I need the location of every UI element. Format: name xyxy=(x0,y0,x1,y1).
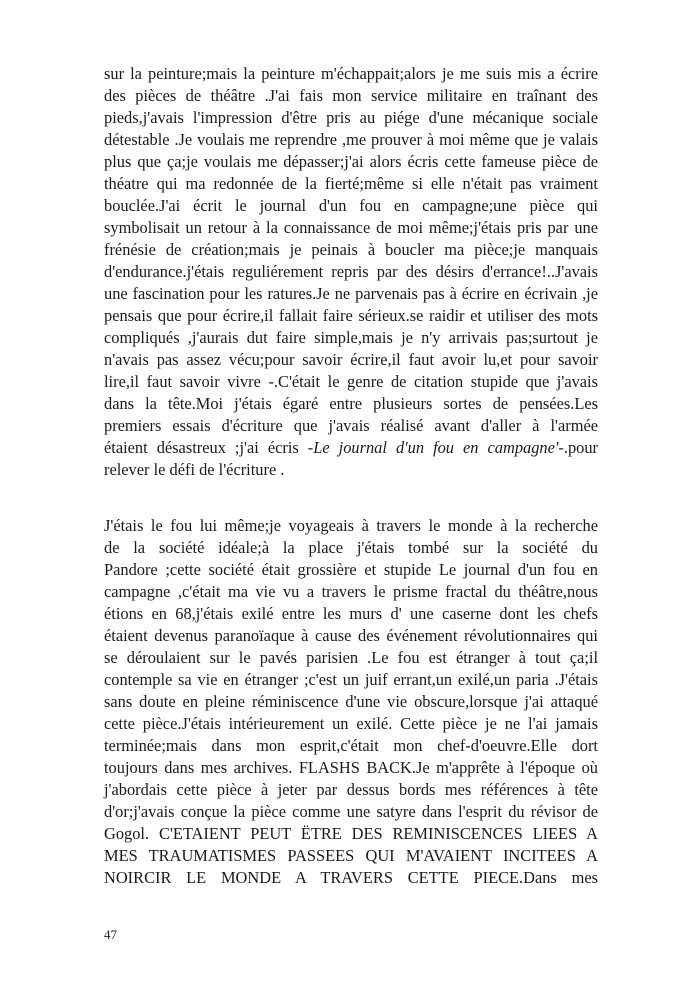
paragraph-2 xyxy=(104,515,598,889)
text-line: Pandore ;cette société était grossière et stupide Le journal d'un fou en xyxy=(104,560,598,579)
text-line: une fascination pour les ratures.Je ne parvenais pas à écrire en écrivain ,je xyxy=(104,284,598,303)
text-line: n'avais pas assez vécu;pour savoir écrire,il faut avoir lu,et pour savoir xyxy=(104,350,598,369)
text-line: Gogol. C'ETAIENT PEUT ËTRE DES REMINISCENCES LIEES A xyxy=(104,824,598,843)
text-line: j'abordais cette pièce à jeter par dessus bords mes références à tête xyxy=(104,780,598,799)
text-line: plus que ça;je voulais me dépasser;j'ai alors écris cette fameuse pièce de xyxy=(104,152,598,171)
text-line: lire,il faut savoir vivre -.C'était le genre de citation stupide que j'avais xyxy=(104,372,598,391)
text-line: se déroulaient sur le pavés parisien .Le fou est étranger à tout ça;il xyxy=(104,648,598,667)
text-line: des pièces de théâtre .J'ai fais mon service militaire en traînant des xyxy=(104,86,598,105)
text-line: frénésie de création;mais je peinais à boucler ma pièce;je manquais xyxy=(104,240,598,259)
line-text-before-title: étaient désastreux ;j'ai écris - xyxy=(104,438,314,457)
text-line: bouclée.J'ai écrit le journal d'un fou en campagne;une pièce qui xyxy=(104,196,598,215)
text-line: de la société idéale;à la place j'étais tombé sur la société du xyxy=(104,538,598,557)
text-line: sans doute en pleine réminiscence d'une vie obscure,lorsque j'ai attaqué xyxy=(104,692,598,711)
page-number: 47 xyxy=(104,927,117,942)
text-line: premiers essais d'écriture que j'avais réalisé avant d'aller à l'armée xyxy=(104,416,598,435)
text-line: terminée;mais dans mon esprit,c'était mon chef-d'oeuvre.Elle dort xyxy=(104,736,598,755)
text-line: dans la tête.Moi j'étais égaré entre plusieurs sortes de pensées.Les xyxy=(104,394,598,413)
text-line: sur la peinture;mais la peinture m'échappait;alors je me suis mis a écrire xyxy=(104,64,598,83)
text-line: MES TRAUMATISMES PASSEES QUI M'AVAIENT INCITEES A xyxy=(104,846,598,865)
text-line: étaient devenus paranoïaque à cause des événement révolutionnaires qui xyxy=(104,626,598,645)
text-line: pieds,j'avais l'impression d'être pris au piége d'une mécanique sociale xyxy=(104,108,598,127)
line-text-after-title: -.pour xyxy=(558,438,598,457)
text-line: campagne ,c'était ma vie vu a travers le prisme fractal du théâtre,nous xyxy=(104,582,598,601)
text-line: pensais que pour écrire,il fallait faire sérieux.se raidir et utiliser des mots xyxy=(104,306,598,325)
text-line: symbolisait un retour à la connaissance de moi même;j'étais pris par une xyxy=(104,218,598,237)
text-line: d'endurance.j'étais reguliérement repris par des désirs d'errance!..J'avais xyxy=(104,262,598,281)
text-line: théatre qui ma redonnée de la fierté;même si elle n'était pas vraiment xyxy=(104,174,598,193)
text-line: J'étais le fou lui même;je voyageais à travers le monde à la recherche xyxy=(104,516,598,535)
text-line: toujours dans mes archives. FLASHS BACK.Je m'apprête à l'époque où xyxy=(104,758,598,777)
text-line: détestable .Je voulais me reprendre ,me prouver à moi même que je valais xyxy=(104,130,598,149)
text-line: NOIRCIR LE MONDE A TRAVERS CETTE PIECE.Dans mes xyxy=(104,868,598,887)
text-line: compliqués ,j'aurais dut faire simple,mais je n'y arrivais pas;surtout je xyxy=(104,328,598,347)
text-line: cette pièce.J'étais intérieurement un exilé. Cette pièce je ne l'ai jamais xyxy=(104,714,598,733)
text-line-with-title xyxy=(104,437,598,459)
play-title-italic: Le journal d'un fou en campagne' xyxy=(313,438,559,457)
text-line: d'or;j'avais conçue la pièce comme une satyre dans l'esprit du révisor de xyxy=(104,802,598,821)
text-line: étions en 68,j'étais exilé entre les murs d' une caserne dont les chefs xyxy=(104,604,598,623)
text-line: contemple sa vie en étranger ;c'est un juif errant,un exilé,un paria .J'étais xyxy=(104,670,598,689)
text-line-last: relever le défi de l'écriture . xyxy=(104,460,285,479)
paragraph-1 xyxy=(104,63,598,481)
